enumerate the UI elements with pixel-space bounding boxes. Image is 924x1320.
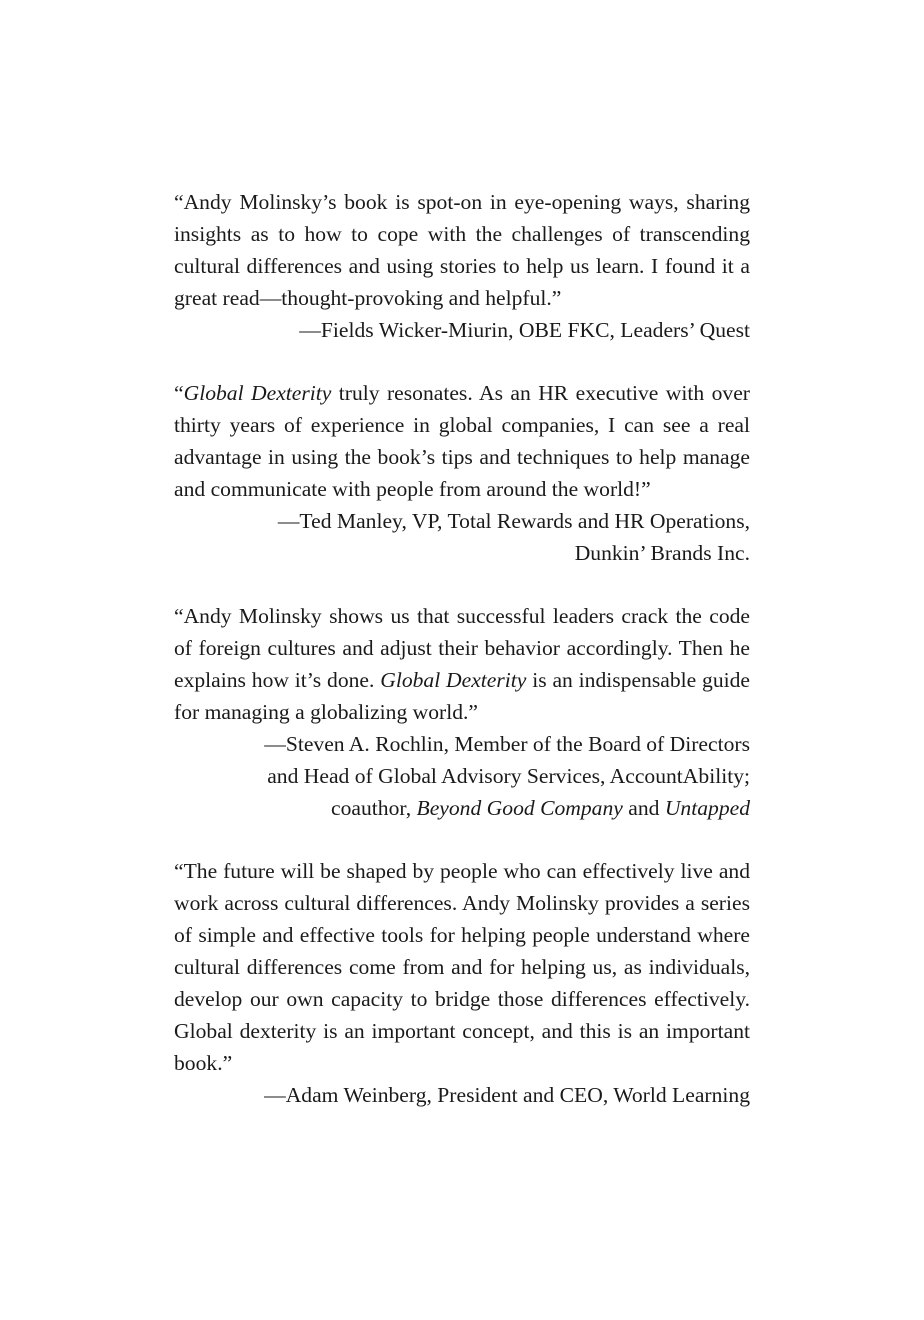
- attribution-text: coauthor,: [331, 796, 417, 820]
- endorsement-3: [174, 600, 750, 824]
- endorsement-attribution: —Ted Manley, VP, Total Rewards and HR Operations,: [277, 509, 750, 533]
- endorsement-2: [174, 377, 750, 569]
- endorsement-quote: [174, 855, 750, 1079]
- attribution-text: and: [622, 796, 665, 820]
- quote-text: truly resonates. As an HR executive with over thirty years of experience in global companies, I can see a real advantage in using the book’s tips and techniques to help manage and communicate with people from around the world!”: [174, 381, 750, 501]
- endorsement-quote: [174, 600, 750, 728]
- quote-text: “The future will be shaped by people who can effectively live and work across cultural differences. Andy Molinsky provides a series of simple and effective tools for helping people understand where cultural differences come from and for helping us, as individuals, develop our own capacity to bridge those differences effectively. Global dexterity is an important concept, and this is an important book.”: [174, 859, 750, 1075]
- endorsement-quote: [174, 186, 750, 314]
- book-title: Beyond Good Company: [416, 796, 623, 820]
- quote-text: “Andy Molinsky’s book is spot-on in eye-opening ways, sharing insights as to how to cope with the challenges of transcending cultural differences and using stories to help us learn. I found it a great read—thought-provoking and helpful.”: [174, 190, 750, 310]
- endorsement-4: [174, 855, 750, 1111]
- endorsement-attribution: and Head of Global Advisory Services, AccountAbility;: [267, 764, 750, 788]
- quote-text: “Andy Molinsky shows us that successful leaders crack the code of foreign cultures and adjust their behavior accordingly. Then he explains how it’s done.: [174, 604, 750, 692]
- quote-text: “: [174, 381, 184, 405]
- endorsement-1: [174, 186, 750, 346]
- endorsement-attribution: —Adam Weinberg, President and CEO, World Learning: [264, 1083, 750, 1107]
- endorsement-attribution: —Steven A. Rochlin, Member of the Board of Directors: [264, 732, 750, 756]
- endorsement-quote: [174, 377, 750, 505]
- endorsements-page: [174, 186, 750, 1142]
- endorsement-attribution: Dunkin’ Brands Inc.: [574, 541, 750, 565]
- book-title: Global Dexterity: [183, 381, 332, 405]
- endorsement-attribution: [174, 792, 750, 824]
- book-title: Global Dexterity: [380, 668, 527, 692]
- quote-text: is an indispensable guide for managing a globalizing world.”: [174, 668, 750, 724]
- book-title: Untapped: [664, 796, 750, 820]
- endorsement-attribution: —Fields Wicker-Miurin, OBE FKC, Leaders’ Quest: [299, 318, 750, 342]
